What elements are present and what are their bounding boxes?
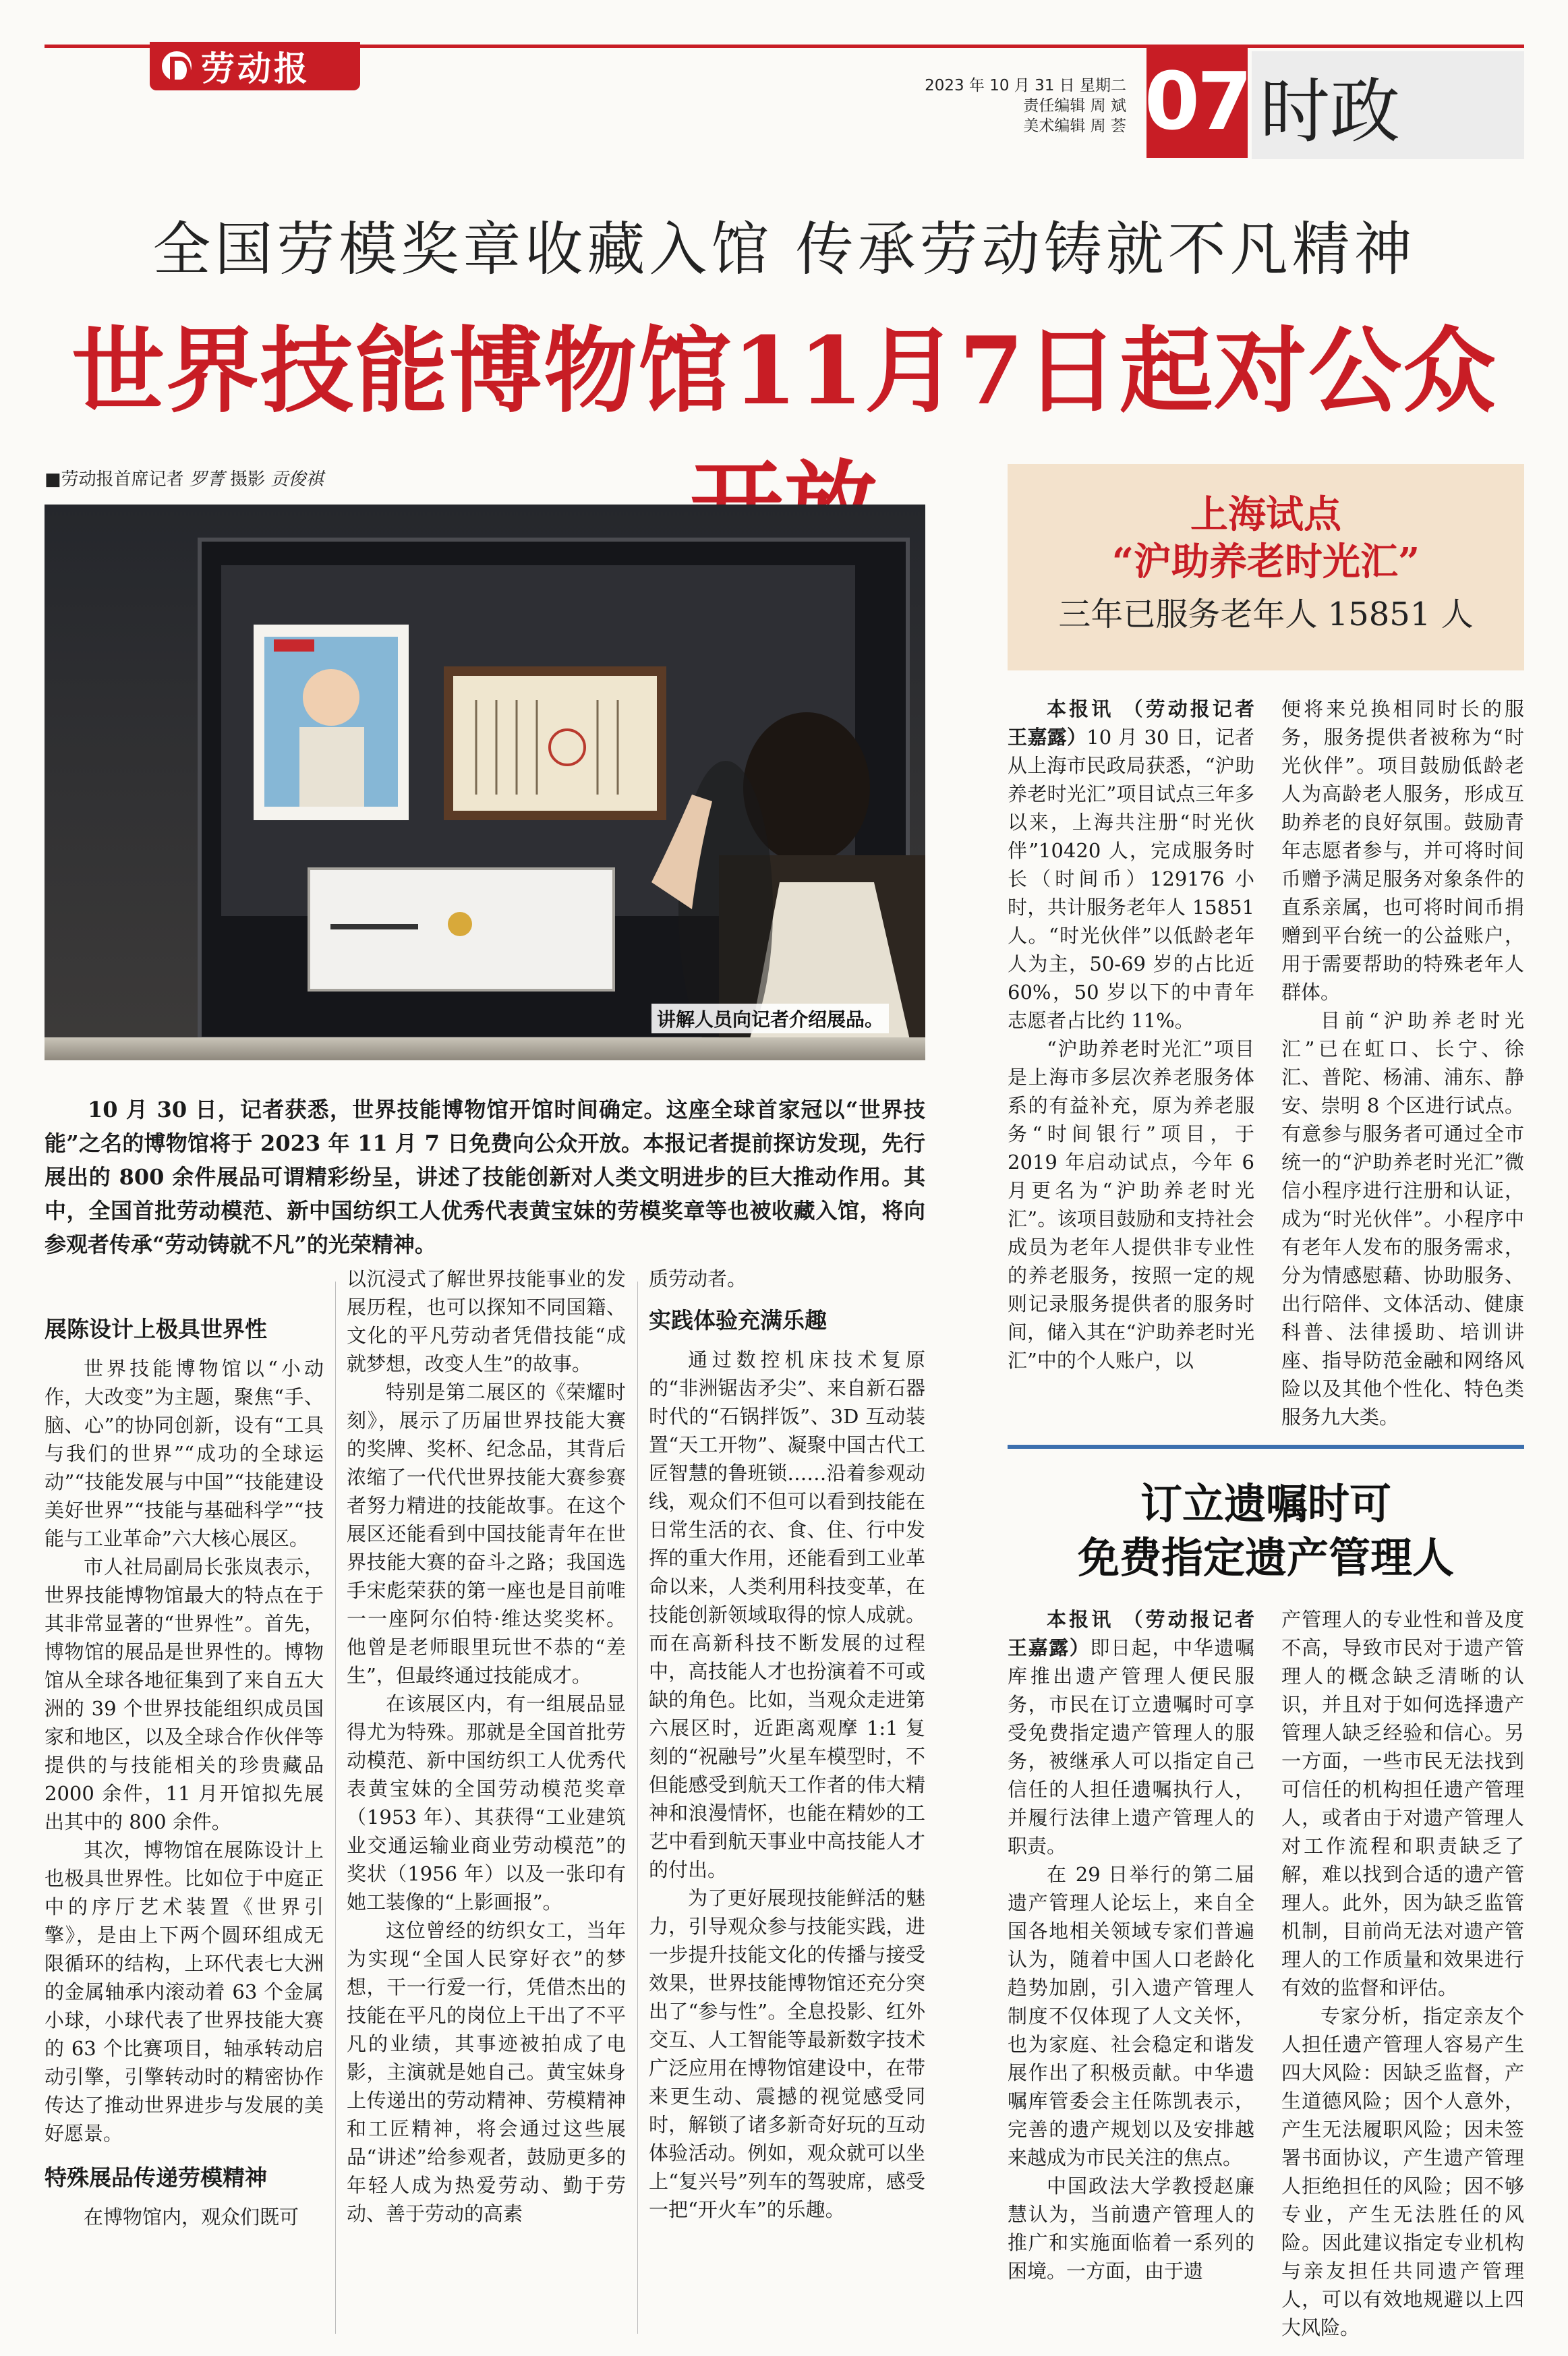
paragraph: 以沉浸式了解世界技能事业的发展历程，也可以探知不同国籍、文化的平凡劳动者凭借技能“成就梦想，改变人生”的故事。 [347, 1267, 626, 1375]
paragraph: 专家分析，指定亲友个人担任遗产管理人容易产生四大风险：因缺乏监督，产生道德风险；因个人意外，产生无法履职风险；因未签署书面协议，产生遗产管理人拒绝担任的风险；因不够专业，产生无法胜任的风险。因此建议指定专业机构与亲友担任共同遗产管理人，可以有效地规避以上四大风险。 [1281, 2005, 1524, 2339]
story1-lead-in: 本报讯 （劳动报记者 王嘉露） [1008, 697, 1254, 749]
article-column-1 [45, 1309, 324, 2231]
section-name: 时政 [1252, 51, 1524, 159]
paragraph: 在该展区内，有一组展品显得尤为特殊。那就是全国首批劳动模范、新中国纺织工人优秀代表黄宝妹的全国劳动模范奖章（1953 年）、其获得“工业建筑业交通运输业商业劳动模范”的奖状（1956 年）以及一张印有她工装像的“上影画报”。 [347, 1692, 626, 1914]
story1-column-1 [1008, 695, 1254, 1375]
story1-subtitle: 三年已服务老年人 15851 人 [1058, 596, 1474, 633]
paragraph: “沪助养老时光汇”项目是上海市多层次养老服务体系的有益补充，原为养老服务“时间银行”项目，于 2019 年启动试点，今年 6 月更名为“沪助养老时光汇”。该项目鼓励和支持社会成员为老年人提供非专业性的养老服务，按照一定的规则记录服务提供者的服务时间，储入其在“沪助养老时光汇”中的个人账户，以 [1008, 1037, 1254, 1372]
story2-top-rule [1008, 1445, 1524, 1449]
paragraph: 市人社局副局长张岚表示，世界技能博物馆最大的特点在于其非常显著的“世界性”。首先，博物馆的展品是世界性的。博物馆从全球各地征集到了来自五大洲的 39 个世界技能组织成员国家和地区，以及全球合作伙伴等提供的与技能相关的珍贵藏品 2000 余件，11 月开馆拟先展出其中的 800 余件。 [45, 1555, 324, 1833]
photo-caption: 讲解人员向记者介绍展品。 [651, 1004, 889, 1033]
article-column-3 [649, 1265, 925, 2224]
paragraph: 通过数控机床技术复原的“非洲锯齿矛尖”、来自新石器时代的“石锅拌饭”、3D 互动装置“天工开物”、凝聚中国古代工匠智慧的鲁班锁……沿着参观动线，观众们不但可以看到技能在日常生活的衣、食、住、行中发挥的重大作用，还能看到工业革命以来，人类利用科技变革，在技能创新领域取得的惊人成就。而在高新科技不断发展的过程中，高技能人才也扮演着不可或缺的角色。比如，当观众走进第六展区时，近距离观摩 1:1 复刻的“祝融号”火星车模型时，不但能感受到航天工作者的伟大精神和浪漫情怀，也能在精妙的工艺中看到航天事业中高技能人才的付出。 [649, 1348, 925, 1881]
logo-mark-icon [162, 51, 192, 81]
story2-text: 即日起，中华遗嘱库推出遗产管理人便民服务，市民在订立遗嘱时可享受免费指定遗产管理人的服务，被继承人可以指定自己信任的人担任遗嘱执行人，并履行法律上遗产管理人的职责。 [1008, 1636, 1254, 1858]
paragraph: 中国政法大学教授赵廉慧认为，当前遗产管理人的推广和实施面临着一系列的困境。一方面，由于遗 [1008, 2175, 1254, 2282]
byline-reporter: 罗菁 [189, 469, 225, 490]
story1-column-2 [1281, 695, 1524, 1431]
page-number: 07 [1146, 45, 1248, 158]
column-divider [335, 1282, 336, 2334]
byline-photographer: 贡俊祺 [270, 469, 324, 490]
byline [45, 465, 921, 490]
story1-title-box [1008, 464, 1524, 670]
story2-title-line2: 免费指定遗产管理人 [1077, 1533, 1454, 1582]
article-lead: 10 月 30 日，记者获悉，世界技能博物馆开馆时间确定。这座全球首家冠以“世界技能”之名的博物馆将于 2023 年 11 月 7 日免费向公众开放。本报记者提前探访发现，先行展出的 800 余件展品可谓精彩纷呈，讲述了技能创新对人类文明进步的巨大推动作用。其中，全国首批劳动模范、新中国纺织工人优秀代表黄宝妹的劳模奖章等也被收藏入馆，将向参观者传承“劳动铸就不凡”的光荣精神。 [45, 1097, 925, 1257]
byline-prefix: ■劳动报首席记者 [45, 469, 190, 490]
kicker-headline: 全国劳模奖章收藏入馆 传承劳动铸就不凡精神 [152, 216, 1416, 283]
story2-column-2 [1281, 1605, 1524, 2342]
paragraph [1008, 1605, 1254, 1860]
logo-text: 劳动报 [201, 49, 310, 88]
story2-title-line1: 订立遗嘱时可 [1140, 1479, 1391, 1528]
byline-photo-label: 摄影 [224, 469, 271, 490]
paragraph [1008, 695, 1254, 1035]
paragraph: 其次，博物馆在展陈设计上也极具世界性。比如位于中庭正中的序厅艺术装置《世界引擎》，是由上下两个圆环组成无限循环的结构，上环代表七大洲的金属轴承内滚动着 63 个金属小球，小球代表了世界技能大赛的 63 个比赛项目，轴承转动启动引擎，引擎转动时的精密协作传达了推动世界进步与发展的美好愿景。 [45, 1839, 324, 2145]
story1-text: 10 月 30 日，记者从上海市民政局获悉，“沪助养老时光汇”项目试点三年多以来，上海共注册“时光伙伴”10420 人，完成服务时长（时间币）129176 小时，共计服务老年人 15851 人。“时光伙伴”以低龄老年人为主，50-69 岁的占比近 60%，50 岁以下的中青年志愿者占比约 11%。 [1008, 726, 1254, 1032]
newspaper-logo [150, 42, 360, 90]
story2-title [1008, 1477, 1524, 1585]
story2-column-1 [1008, 1605, 1254, 2285]
subheading-exhibition-design: 展陈设计上极具世界性 [45, 1316, 267, 1342]
main-headline: 世界技能博物馆11月7日起对公众 [71, 316, 1498, 426]
story1-title-line1: 上海试点 [1190, 492, 1341, 537]
article-column-2 [347, 1265, 626, 2228]
editor-line: 责任编辑 周 斌 [1023, 97, 1126, 115]
issue-date: 2023 年 10 月 31 日 星期二 [925, 77, 1126, 94]
paragraph: 世界技能博物馆以“小动作，大改变”为主题，聚焦“手、脑、心”的协同创新，设有“工具与我们的世界”“成功的全球运动”“技能发展与中国”“技能建设美好世界”“技能与基础科学”“技能与工业革命”六大核心展区。 [45, 1357, 324, 1550]
paragraph: 便将来兑换相同时长的服务，服务提供者被称为“时光伙伴”。项目鼓励低龄老人为高龄老人服务，形成互助养老的良好氛围。鼓励青年志愿者参与，并可将时间币赠予满足服务对象条件的直系亲属，也可将时间币捐赠到平台统一的公益账户，用于需要帮助的特殊老年人群体。 [1281, 697, 1524, 1004]
museum-display-illustration [45, 505, 925, 1060]
story1-title-line2: “沪助养老时光汇” [1111, 540, 1420, 584]
paragraph: 特别是第二展区的《荣耀时刻》，展示了历届世界技能大赛的奖牌、奖杯、纪念品，其背后浓缩了一代代世界技能大赛参赛者努力精进的技能故事。在这个展区还能看到中国技能青年在世界技能大赛的奋斗之路；我国选手宋彪荣获的第一座也是目前唯一一座阿尔伯特·维达奖奖杯。他曾是老师眼里玩世不恭的“差生”，但最终通过技能成才。 [347, 1381, 626, 1687]
paragraph: 目前“沪助养老时光汇”已在虹口、长宁、徐汇、普陀、杨浦、浦东、静安、崇明 8 个区进行试点。有意参与服务者可通过全市统一的“沪助养老时光汇”微信小程序进行注册和认证，成为“时光伙伴”。小程序中有老年人发布的服务需求，分为情感慰藉、协助服务、出行陪伴、文体活动、健康科普、法律援助、培训讲座、指导防范金融和网络风险以及其他个性化、特色类服务九大类。 [1281, 1009, 1524, 1429]
subheading-special-exhibits: 特殊展品传递劳模精神 [45, 2164, 267, 2191]
paragraph: 为了更好展现技能鲜活的魅力，引导观众参与技能实践，进一步提升技能文化的传播与接受效果，世界技能博物馆还充分突出了“参与性”。全息投影、红外交互、人工智能等最新数字技术广泛应用在博物馆建设中，在带来更生动、震撼的视觉感受同时，解锁了诸多新奇好玩的互动体验活动。例如，观众就可以坐上“复兴号”列车的驾驶席，感受一把“开火车”的乐趣。 [649, 1887, 925, 2221]
paragraph: 这位曾经的纺织女工，当年为实现“全国人民穿好衣”的梦想，干一行爱一行，凭借杰出的技能在平凡的岗位上干出了不平凡的业绩，其事迹被拍成了电影，主演就是她自己。黄宝妹身上传递出的劳动精神、劳模精神和工匠精神，将会通过这些展品“讲述”给参观者，鼓励更多的年轻人成为热爱劳动、勤于劳动、善于劳动的高素 [347, 1919, 626, 2225]
paragraph: 在博物馆内，观众们既可 [84, 2206, 299, 2229]
paragraph: 产管理人的专业性和普及度不高，导致市民对于遗产管理人的概念缺乏清晰的认识，并且对于如何选择遗产管理人缺乏经验和信心。另一方面，一些市民无法找到可信任的机构担任遗产管理人，或者由于对遗产管理人对工作流程和职责缺乏了解，难以找到合适的遗产管理人。此外，因为缺乏监管机制，目前尚无法对遗产管理人的工作质量和效果进行有效的监督和评估。 [1281, 1608, 1524, 1999]
art-editor-line: 美术编辑 周 荟 [1023, 117, 1126, 135]
story2-lead-in: 本报讯 （劳动报记者 王嘉露） [1008, 1608, 1254, 1659]
subheading-practice: 实践体验充满乐趣 [649, 1307, 827, 1333]
issue-meta [924, 76, 1126, 136]
main-photo [45, 505, 925, 1060]
column-divider [637, 1282, 638, 2334]
paragraph: 质劳动者。 [649, 1267, 747, 1290]
paragraph: 在 29 日举行的第二届遗产管理人论坛上，来自全国各地相关领域专家们普遍认为，随着中国人口老龄化趋势加剧，引入遗产管理人制度不仅体现了人文关怀，也为家庭、社会稳定和谐发展作出了积极贡献。中华遗嘱库管委会主任陈凯表示，完善的遗产规划以及安排越来越成为市民关注的焦点。 [1008, 1863, 1254, 2169]
